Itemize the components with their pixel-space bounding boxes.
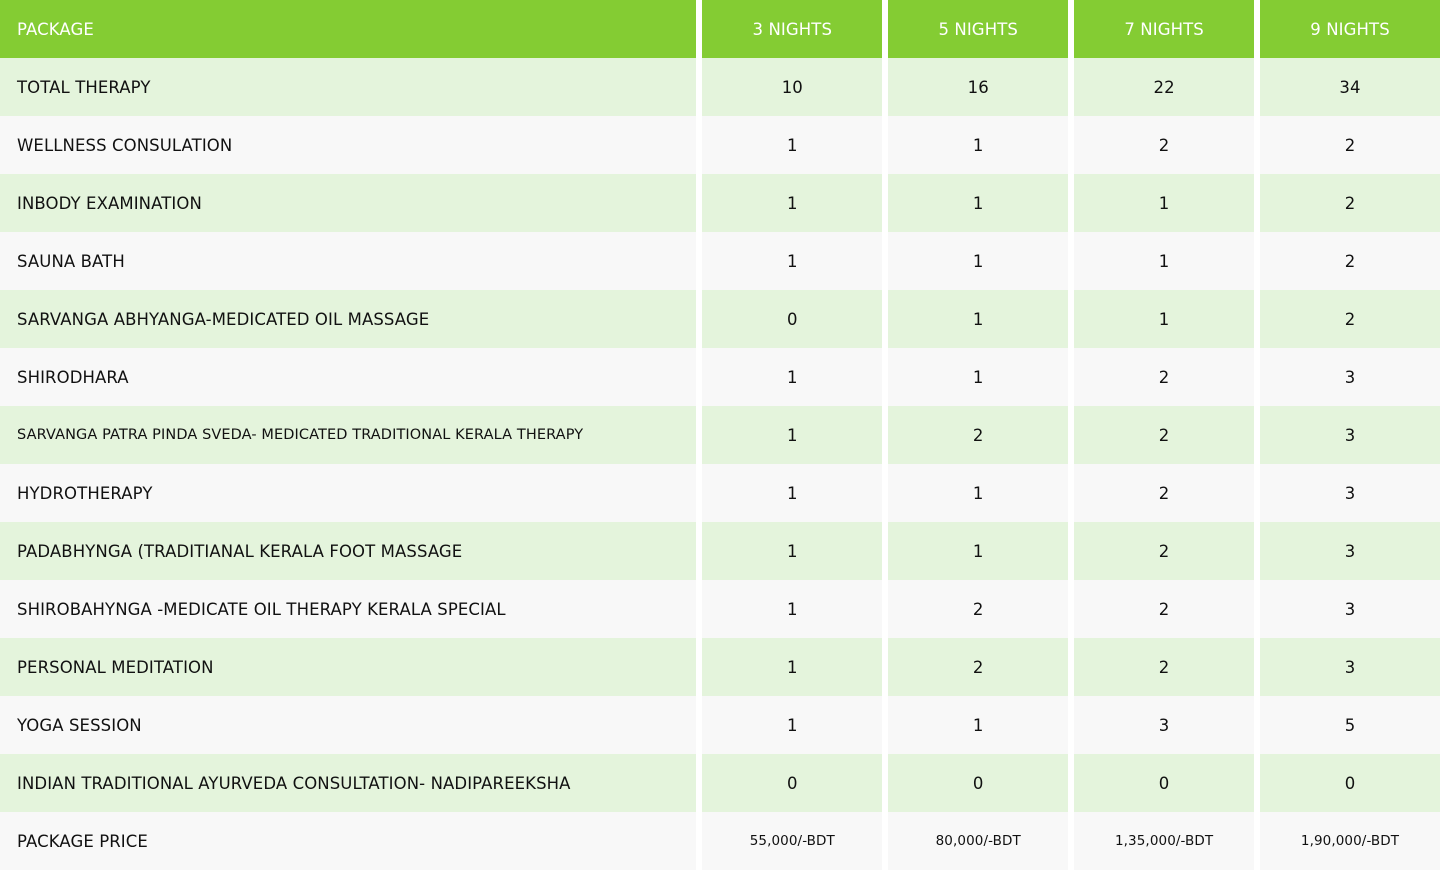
cell-7-nights: 1 [1074, 290, 1254, 348]
table-row-price [0, 812, 1440, 870]
table-row [0, 174, 1440, 232]
cell-7-nights: 3 [1074, 696, 1254, 754]
cell-9-nights: 3 [1260, 522, 1440, 580]
cell-7-nights: 1 [1074, 232, 1254, 290]
header-9-nights: 9 NIGHTS [1260, 0, 1440, 58]
table-header-row [0, 0, 1440, 58]
cell-5-nights: 2 [888, 406, 1068, 464]
row-label: SHIRODHARA [0, 348, 696, 406]
cell-9-nights: 2 [1260, 174, 1440, 232]
cell-5-nights: 2 [888, 638, 1068, 696]
cell-3-nights: 1 [702, 464, 882, 522]
table-row [0, 696, 1440, 754]
cell-5-nights: 1 [888, 290, 1068, 348]
price-9-nights: 1,90,000/-BDT [1260, 812, 1440, 870]
table-row [0, 116, 1440, 174]
header-package: PACKAGE [0, 0, 696, 58]
cell-9-nights: 34 [1260, 58, 1440, 116]
price-7-nights: 1,35,000/-BDT [1074, 812, 1254, 870]
cell-9-nights: 3 [1260, 348, 1440, 406]
cell-9-nights: 2 [1260, 290, 1440, 348]
table-row [0, 464, 1440, 522]
cell-3-nights: 1 [702, 232, 882, 290]
cell-5-nights: 1 [888, 522, 1068, 580]
cell-9-nights: 5 [1260, 696, 1440, 754]
cell-9-nights: 3 [1260, 464, 1440, 522]
cell-5-nights: 1 [888, 174, 1068, 232]
row-label: PADABHYNGA (TRADITIANAL KERALA FOOT MASSAGE [0, 522, 696, 580]
row-label: PACKAGE PRICE [0, 812, 696, 870]
header-3-nights: 3 NIGHTS [702, 0, 882, 58]
table-row [0, 522, 1440, 580]
cell-9-nights: 2 [1260, 232, 1440, 290]
cell-7-nights: 2 [1074, 406, 1254, 464]
cell-7-nights: 2 [1074, 580, 1254, 638]
cell-3-nights: 1 [702, 638, 882, 696]
table-row [0, 580, 1440, 638]
cell-9-nights: 3 [1260, 406, 1440, 464]
cell-3-nights: 1 [702, 116, 882, 174]
header-7-nights: 7 NIGHTS [1074, 0, 1254, 58]
row-label: SARVANGA PATRA PINDA SVEDA- MEDICATED TRADITIONAL KERALA THERAPY [0, 406, 696, 464]
cell-9-nights: 3 [1260, 638, 1440, 696]
cell-7-nights: 1 [1074, 174, 1254, 232]
cell-5-nights: 0 [888, 754, 1068, 812]
table-row [0, 638, 1440, 696]
table-row [0, 348, 1440, 406]
table-row [0, 406, 1440, 464]
cell-7-nights: 2 [1074, 348, 1254, 406]
cell-3-nights: 0 [702, 290, 882, 348]
row-label: PERSONAL MEDITATION [0, 638, 696, 696]
cell-7-nights: 2 [1074, 522, 1254, 580]
cell-7-nights: 2 [1074, 638, 1254, 696]
price-3-nights: 55,000/-BDT [702, 812, 882, 870]
cell-5-nights: 1 [888, 116, 1068, 174]
cell-3-nights: 0 [702, 754, 882, 812]
table-row [0, 290, 1440, 348]
row-label: INBODY EXAMINATION [0, 174, 696, 232]
table-row [0, 754, 1440, 812]
cell-5-nights: 16 [888, 58, 1068, 116]
row-label: INDIAN TRADITIONAL AYURVEDA CONSULTATION- NADIPAREEKSHA [0, 754, 696, 812]
cell-7-nights: 22 [1074, 58, 1254, 116]
table-row [0, 232, 1440, 290]
cell-7-nights: 2 [1074, 116, 1254, 174]
cell-5-nights: 2 [888, 580, 1068, 638]
row-label: YOGA SESSION [0, 696, 696, 754]
row-label: SAUNA BATH [0, 232, 696, 290]
row-label: WELLNESS CONSULATION [0, 116, 696, 174]
cell-5-nights: 1 [888, 696, 1068, 754]
cell-9-nights: 0 [1260, 754, 1440, 812]
cell-3-nights: 1 [702, 580, 882, 638]
row-label: SARVANGA ABHYANGA-MEDICATED OIL MASSAGE [0, 290, 696, 348]
cell-7-nights: 2 [1074, 464, 1254, 522]
header-5-nights: 5 NIGHTS [888, 0, 1068, 58]
cell-3-nights: 1 [702, 522, 882, 580]
cell-9-nights: 3 [1260, 580, 1440, 638]
row-label: TOTAL THERAPY [0, 58, 696, 116]
cell-3-nights: 1 [702, 348, 882, 406]
table-row [0, 58, 1440, 116]
row-label: HYDROTHERAPY [0, 464, 696, 522]
cell-9-nights: 2 [1260, 116, 1440, 174]
cell-3-nights: 10 [702, 58, 882, 116]
cell-3-nights: 1 [702, 174, 882, 232]
price-5-nights: 80,000/-BDT [888, 812, 1068, 870]
cell-3-nights: 1 [702, 406, 882, 464]
cell-7-nights: 0 [1074, 754, 1254, 812]
cell-3-nights: 1 [702, 696, 882, 754]
cell-5-nights: 1 [888, 348, 1068, 406]
cell-5-nights: 1 [888, 232, 1068, 290]
row-label: SHIROBAHYNGA -MEDICATE OIL THERAPY KERALA SPECIAL [0, 580, 696, 638]
cell-5-nights: 1 [888, 464, 1068, 522]
